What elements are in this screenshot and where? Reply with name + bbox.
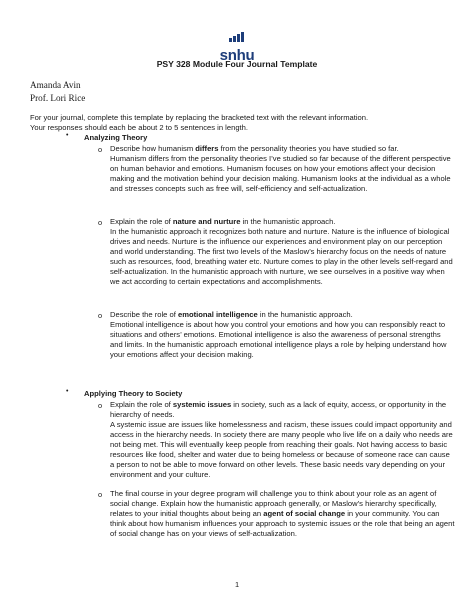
item-prompt: Explain the role of systemic issues in society, such as a lack of equity, access, or opportunity in the hierarchy of needs. [110,400,447,419]
item-marker: o [98,311,103,320]
list-item [110,489,455,539]
section-bullet: • [66,388,69,395]
item-marker: o [98,218,103,227]
page-number: 1 [234,580,240,589]
item-answer: Emotional intelligence is about how you control your emotions and how you can responsibly react to situations and others’ emotions. Emotional intelligence is also the awareness of personal strengths and limits. In the humanistic approach emotional intelligence plays a role by helping understand how your emotions affect your decision making. [110,320,447,359]
professor-name: Prof. Lori Rice [30,93,86,103]
list-item [110,217,455,287]
intro-line-1: For your journal, complete this template by replacing the bracketed text with the relevant information. [30,113,369,122]
item-prompt: Explain the role of nature and nurture in the humanistic approach. [110,217,336,226]
list-item [110,310,455,360]
list-item [110,144,455,194]
logo-text: snhu [219,47,255,64]
intro-line-2: Your responses should each be about 2 to 5 sentences in length. [30,123,248,132]
section-title-applying-theory: Applying Theory to Society [84,389,183,398]
item-marker: o [98,401,103,410]
section-title-analyzing-theory: Analyzing Theory [84,133,148,142]
item-marker: o [98,145,103,154]
student-name: Amanda Avin [30,80,81,90]
document-title: PSY 328 Module Four Journal Template [156,59,318,69]
logo-bars-icon [228,32,246,42]
item-marker: o [98,490,103,499]
item-answer: In the humanistic approach it recognizes both nature and nurture. Nature is the influence of biological drives and needs. Nurture is the influence our experiences and environment play on our perception and world understanding. The first two levels of the Maslow’s hierarchy focus on the needs of nature such as resources, food, breathing water etc. Nurture comes to play in the other levels self-regard and self-actualization. In the humanistic approach with nurture, we see ourselves in a positive way when we act according to certain expectations and accomplishments. [110,227,453,286]
item-answer: A systemic issue are issues like homelessness and racism, these issues could impact opportunity and access in the hierarchy needs. In society there are many people who live life on a daily who needs are not being met. This will eventually keep people from reaching their goals. Not having access to basic resources like food, shelter and water due to being homeless or because of someone race can cause a person to not be able to move forward on other levels. These basic needs vary depending on your environment and your culture. [110,420,453,479]
item-prompt: Describe how humanism differs from the personality theories you have studied so far. [110,144,399,153]
section-bullet: • [66,132,69,139]
list-item [110,400,455,480]
item-prompt: The final course in your degree program will challenge you to think about your role as an agent of social change. Explain how the humanistic approach generally, or Maslow’s hierarchy specifically, relates to your initial thoughts about being an agent of social change in your community. You can think about how humanism influences your approach to systemic issues or the role that being an agent of social change has on your views of self-actualization. [110,489,455,538]
item-answer: Humanism differs from the personality theories I’ve studied so far because of the different perspective on human behavior and emotions. Humanism focuses on how your emotions affect your decision making and the motivation behind your decision making. Humanism looks at the individual as a whole and stresses concepts such as free will, self-efficiency and self-actualization. [110,154,451,193]
item-prompt: Describe the role of emotional intelligence in the humanistic approach. [110,310,353,319]
